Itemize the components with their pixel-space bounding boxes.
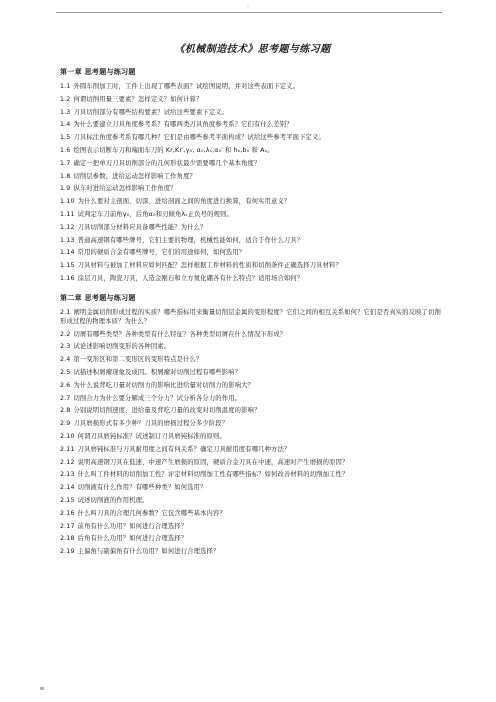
question-item <box>60 275 445 283</box>
question-text: 第一变形区和第二变形区的变形特点是什么？ <box>73 356 203 364</box>
question-item <box>60 224 445 232</box>
question-number: 1.14 <box>60 249 75 257</box>
question-number: 2.2 <box>60 330 71 338</box>
chapter-section <box>60 67 445 283</box>
question-text: 何谓刀具磨钝标准？试述制订刀具磨钝标准的原则。 <box>77 432 226 440</box>
question-number: 2.17 <box>60 522 75 530</box>
question-text: 试描述积屑瘤现象及成因。积屑瘤对切削过程有哪些影响？ <box>73 368 242 376</box>
question-item <box>60 249 445 257</box>
question-item <box>60 237 445 245</box>
question-number: 1.5 <box>60 134 71 142</box>
question-text: 刀具切削部分材料应具备哪些性能？为什么？ <box>77 223 207 231</box>
question-item <box>60 121 445 129</box>
chapter-heading: 第一章 思考题与练习题 <box>60 68 136 76</box>
question-text: 外圆车削加工时，工件上出现了哪些表面？试绘图说明，并对这些表面下定义。 <box>73 83 300 90</box>
question-number: 1.10 <box>60 198 75 206</box>
question-number: 1.2 <box>60 95 71 103</box>
question-item <box>60 382 445 390</box>
question-number: 2.9 <box>60 420 71 428</box>
question-number: 2.6 <box>60 381 71 389</box>
question-text: 切削合力为什么要分解成三个分力？试分析各分力的作用。 <box>73 394 242 402</box>
question-item <box>60 548 445 556</box>
question-text: 什么叫工件材料的切削加工性？评定材料切削加工性有哪些指标？如何改善材料的切削加工性？ <box>77 471 349 479</box>
question-number: 1.11 <box>60 210 75 218</box>
question-text: 试判定车刀前角γ₀，后角α₀和刃倾角λₛ正负号的规则。 <box>77 210 233 218</box>
question-number: 2.8 <box>60 407 71 415</box>
question-text: 纵车时进给运动怎样影响工作角度？ <box>73 185 177 193</box>
question-number: 2.3 <box>60 343 71 351</box>
footer-mark: w <box>40 686 45 692</box>
document-title: 《机械制造技术》思考题与练习题 <box>174 44 331 55</box>
question-number: 2.19 <box>60 548 75 556</box>
question-text: 刀具切削部分有哪些结构要素？试给这些要素下定义。 <box>73 108 229 116</box>
question-text: 普通高速钢有哪些牌号，它们主要的物理，机械性能如何，适合于作什么刀具？ <box>77 236 304 244</box>
question-item <box>60 109 445 117</box>
question-number: 2.7 <box>60 394 71 402</box>
chapter-heading: 第二章 思考题与练习题 <box>60 294 136 303</box>
question-number: 2.13 <box>60 471 75 479</box>
question-number: 2.15 <box>60 496 75 504</box>
question-item <box>60 147 445 155</box>
question-text: 为什么要对主剖面、切深、进给剖面之间的角度进行换算，有何实用意义？ <box>77 198 291 206</box>
question-text: 切削层参数，进给运动怎样影响工作角度？ <box>73 172 196 180</box>
question-text: 试述切削液的作用机理。 <box>77 496 149 504</box>
header-rule <box>56 12 442 13</box>
question-item <box>60 356 445 364</box>
question-item <box>60 446 445 454</box>
question-item <box>60 369 445 377</box>
question-number: 1.16 <box>60 274 75 282</box>
question-item <box>60 420 445 428</box>
question-item <box>60 185 445 193</box>
question-item <box>60 510 445 518</box>
question-item <box>60 535 445 543</box>
question-text: 刀具磨钝标准与刀具耐用度之间有何关系？确定刀具耐用度有哪几种方法？ <box>77 445 291 453</box>
question-text: 试论述影响切削变形的各种因素。 <box>73 343 171 351</box>
question-item <box>60 96 445 104</box>
question-text: 涂层刀具，陶瓷刀具，人造金刚石和立方氮化硼各有什么特点？适用场合如何？ <box>77 274 304 282</box>
question-number: 2.5 <box>60 368 71 376</box>
question-item <box>60 433 445 441</box>
question-number: 2.14 <box>60 484 75 492</box>
question-text: 阐明金属切削形成过程的实质？哪些指标用来衡量切削层金属的变形程度？它们之间的相互关系如何？它们是否真实的反映了切削形成过程的物理本质？为什么？ <box>60 309 441 325</box>
question-number: 2.16 <box>60 509 75 517</box>
question-item <box>60 484 445 492</box>
question-text: 何谓切削用量三要素？怎样定义？如何计算？ <box>73 95 203 103</box>
question-number: 2.18 <box>60 535 75 543</box>
question-item <box>60 211 445 219</box>
question-item <box>60 262 445 270</box>
question-item <box>60 173 445 181</box>
question-item <box>60 523 445 531</box>
question-text: 切屑有哪些类型？各种类型有什么特征？各种类型切屑在什么情况下形成？ <box>73 330 287 338</box>
question-text: 刀具标注角度参考系有哪几种？它们是由哪些参考平面构成？试给这些参考平面下定义。 <box>73 134 325 142</box>
question-text: 为什么要建立刀具角度参考系？有哪两类刀具角度参考系？它们有什么差别？ <box>73 121 293 129</box>
question-text: 刀具磨损形式有多少种？刀具的磨损过程分多少阶段？ <box>73 420 229 428</box>
question-number: 1.15 <box>60 262 75 270</box>
question-text: 常用的硬质合金有哪些牌号，它们的用途如何，如何选用？ <box>77 249 246 257</box>
question-number: 1.7 <box>60 159 71 167</box>
question-text: 后角有什么功用？如何进行合理选择？ <box>77 535 188 543</box>
question-text: 确定一把单刃刀具切削部分的几何形状最少需要哪几个基本角度？ <box>73 159 261 167</box>
question-item <box>60 198 445 206</box>
question-number: 1.4 <box>60 121 71 129</box>
question-number: 1.6 <box>60 146 71 154</box>
question-text: 切削液有什么作用？有哪些种类？如何选用？ <box>77 484 207 492</box>
question-text: 为什么说背吃刀量对切削力的影响比进给量对切削力的影响大？ <box>73 381 254 389</box>
question-text: 分别说明切削速度、进给量及背吃刀量的改变对切削温度的影响？ <box>73 407 261 415</box>
question-number: 1.12 <box>60 223 75 231</box>
question-text: 什么叫刀具的合理几何参数？它包含哪些基本内容？ <box>77 509 226 517</box>
question-item <box>60 160 445 168</box>
question-number: 2.12 <box>60 458 75 466</box>
question-number: 2.4 <box>60 356 71 364</box>
question-number: 1.1 <box>60 83 71 90</box>
question-number: 1.3 <box>60 108 71 116</box>
question-text: 绘图表示切断车刀和端面车刀的 Kr,Kr′,γ₀, α₀,λₛ,α₀′ 和 hₙ,bₙ 和 Aₙ。 <box>73 146 274 154</box>
question-text: 说明高速钢刀具在低速、中速产生磨损的原因，硬质合金刀具在中速，高速时产生磨损的原因？ <box>77 458 349 466</box>
question-text: 前角有什么功用？如何进行合理选择？ <box>77 522 188 530</box>
question-item <box>60 309 445 326</box>
question-item <box>60 134 445 142</box>
question-item <box>60 343 445 351</box>
question-item <box>60 471 445 479</box>
question-item <box>60 83 445 91</box>
question-item <box>60 459 445 467</box>
question-number: 1.9 <box>60 185 71 193</box>
question-text: 主偏角与副偏角有什么功用？如何进行合理选择？ <box>77 548 220 556</box>
question-number: 1.8 <box>60 172 71 180</box>
question-text: 刀具材料与被加工材料应如何匹配？怎样根据工件材料的性质和切削条件正确选择刀具材料？ <box>77 262 342 270</box>
question-number: 2.1 <box>60 309 71 317</box>
question-item <box>60 331 445 339</box>
question-item <box>60 497 445 505</box>
chapters <box>60 67 445 557</box>
question-item <box>60 395 445 403</box>
header-mark: .. <box>246 3 250 9</box>
question-number: 2.11 <box>60 445 75 453</box>
document-body <box>60 40 445 561</box>
question-number: 1.13 <box>60 236 75 244</box>
question-item <box>60 407 445 415</box>
chapter-section <box>60 293 445 556</box>
question-number: 2.10 <box>60 432 75 440</box>
